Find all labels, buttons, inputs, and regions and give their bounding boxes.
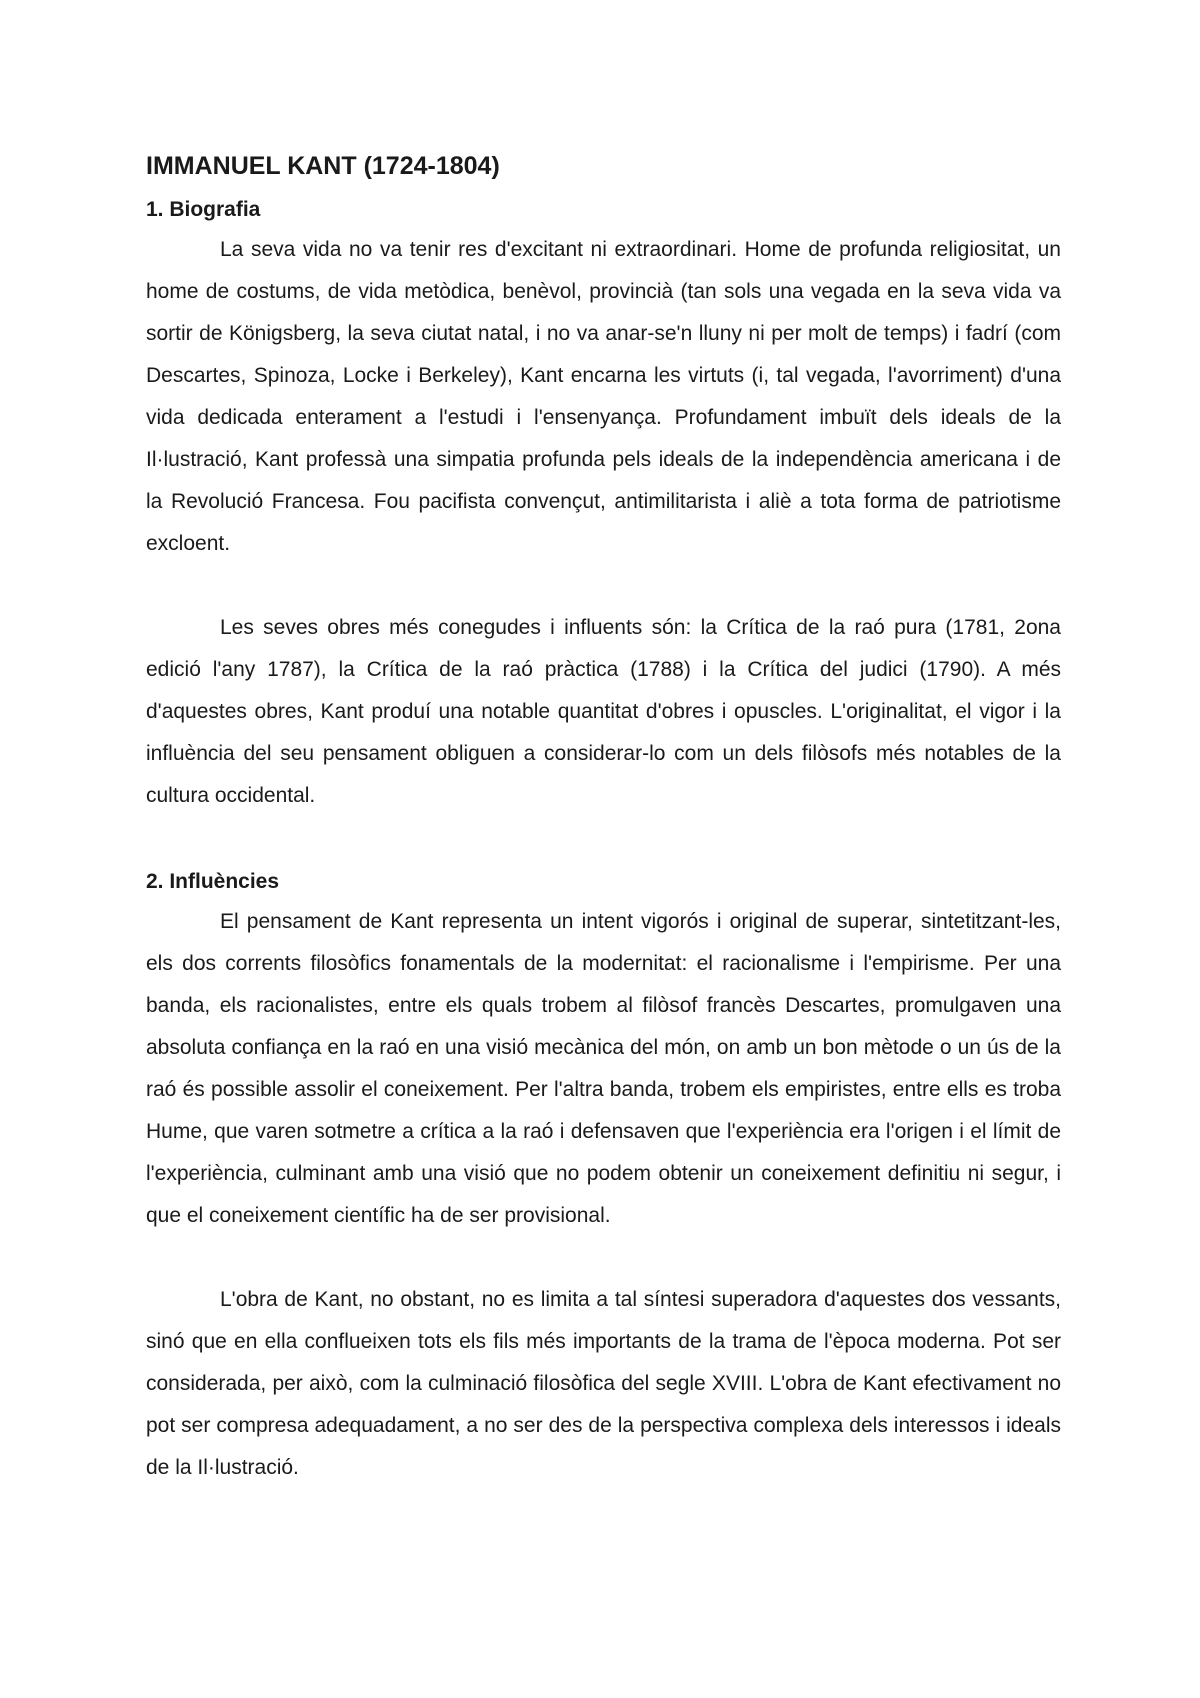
- paragraph-biografia-2: Les seves obres més conegudes i influents són: la Crítica de la raó pura (1781, 2ona edició l'any 1787), la Crítica de la raó pràctica (1788) i la Crítica del judici (1790). A més d'aquestes obres, Kant produí una notable quantitat d'obres i opuscles. L'originalitat, el vigor i la influència del seu pensament obliguen a considerar-lo com un dels filòsofs més notables de la cultura occidental.: [146, 616, 1061, 807]
- paragraph-biografia-1: La seva vida no va tenir res d'excitant ni extraordinari. Home de profunda religiositat, un home de costums, de vida metòdica, benèvol, provincià (tan sols una vegada en la seva vida va sortir de Königsberg, la seva ciutat natal, i no va anar-se'n lluny ni per molt de temps) i fadrí (com Descartes, Spinoza, Locke i Berkeley), Kant encarna les virtuts (i, tal vegada, l'avorriment) d'una vida dedicada enterament a l'estudi i l'ensenyança. Profundament imbuït dels ideals de la Il·lustració, Kant professà una simpatia profunda pels ideals de la independència americana i de la Revolució Francesa. Fou pacifista convençut, antimilitarista i aliè a tota forma de patriotisme excloent.: [146, 238, 1061, 555]
- paragraph-influencies-2: L'obra de Kant, no obstant, no es limita a tal síntesi superadora d'aquestes dos vessants, sinó que en ella conflueixen tots els fils més importants de la trama de l'època moderna. Pot ser considerada, per això, com la culminació filosòfica del segle XVIII. L'obra de Kant efectivament no pot ser compresa adequadament, a no ser des de la perspectiva complexa dels interessos i ideals de la Il·lustració.: [146, 1288, 1061, 1479]
- document-title: IMMANUEL KANT (1724-1804): [146, 152, 500, 180]
- section-heading-biografia: 1. Biografia: [146, 198, 261, 221]
- section-heading-influencies: 2. Influències: [146, 870, 280, 893]
- paragraph-influencies-1: El pensament de Kant representa un intent vigorós i original de superar, sintetitzant-les, els dos corrents filosòfics fonamentals de la modernitat: el racionalisme i l'empirisme. Per una banda, els racionalistes, entre els quals trobem al filòsof francès Descartes, promulgaven una absoluta confiança en la raó en una visió mecànica del món, on amb un bon mètode o un ús de la raó és possible assolir el coneixement. Per l'altra banda, trobem els empiristes, entre ells es troba Hume, que varen sotmetre a crítica a la raó i defensaven que l'experiència era l'origen i el límit de l'experiència, culminant amb una visió que no podem obtenir un coneixement definitiu ni segur, i que el coneixement científic ha de ser provisional.: [146, 910, 1061, 1227]
